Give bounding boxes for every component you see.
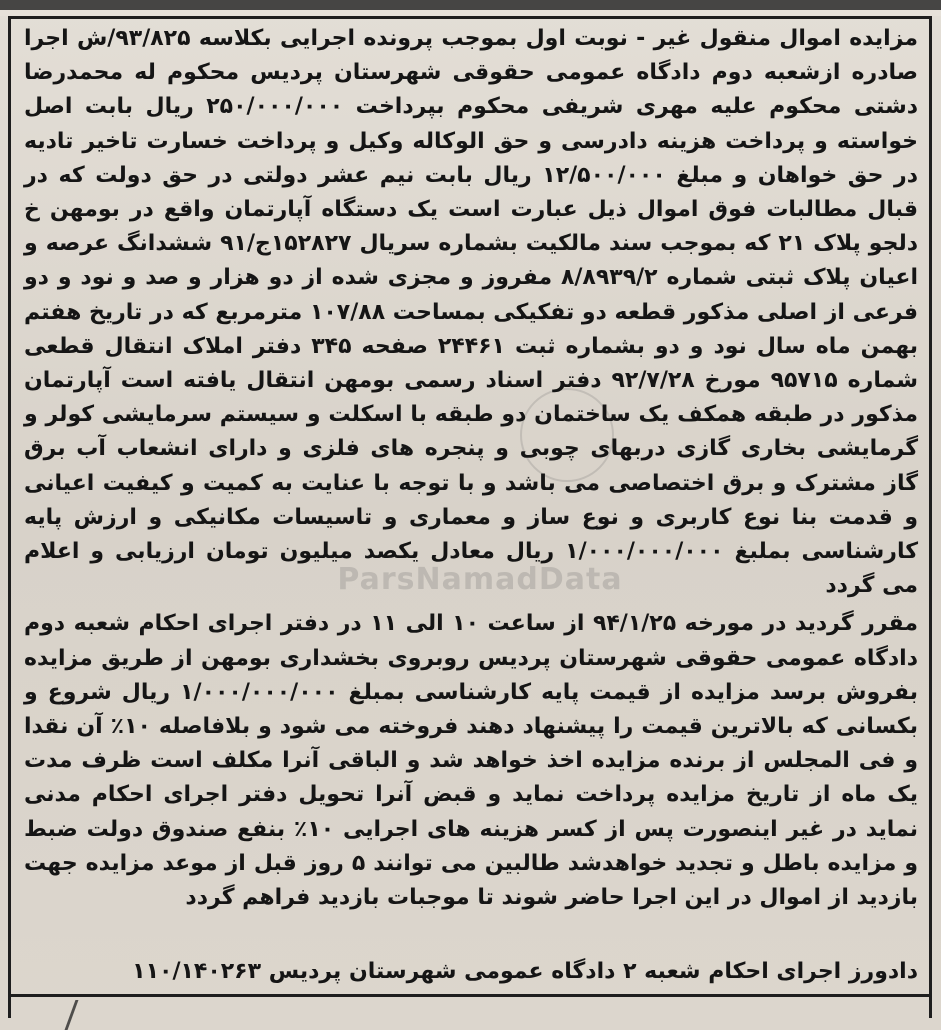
signature-text: دادورز اجرای احکام شعبه ۲ دادگاه عمومی شهرستان پردیس	[268, 959, 918, 984]
auction-notice-body	[24, 22, 918, 915]
ink-mark	[65, 1000, 119, 1030]
top-rule	[0, 0, 941, 10]
notice-signature	[24, 955, 918, 989]
notice-paragraph-1: مزایده اموال منقول غیر - نوبت اول بموجب پرونده اجرایی بکلاسه ۹۳/۸۲۵/ش اجرا صادره ازشعبه دوم دادگاه عمومی حقوقی شهرستان پردیس محکوم له محمدرضا دشتی محکوم علیه مهری شریفی محکوم بپرداخت ۲۵۰/۰۰۰/۰۰۰ ریال بابت اصل خواسته و پرداخت هزینه دادرسی و حق الوکاله وکیل و پرداخت خسارت تاخیر تادیه در حق خواهان و مبلغ ۱۲/۵۰۰/۰۰۰ ریال بابت نیم عشر دولتی در حق دولت که در قبال مطالبات فوق اموال ذیل عبارت است یک دستگاه آپارتمان واقع در بومهن خ دلجو پلاک ۲۱ که بموجب سند مالکیت بشماره سریال ۱۵۲۸۲۷ج/۹۱ ششدانگ عرصه و اعیان پلاک ثبتی شماره ۸/۸۹۳۹/۲ مفروز و مجزی شده از دو هزار و صد و نود و دو فرعی از اصلی مذکور قطعه دو تفکیکی بمساحت ۱۰۷/۸۸ مترمربع که در تاریخ هفتم بهمن ماه سال نود و دو بشماره ثبت ۲۴۴۶۱ صفحه ۳۴۵ دفتر املاک انتقال قطعی شماره ۹۵۷۱۵ مورخ ۹۲/۷/۲۸ دفتر اسناد رسمی بومهن انتقال یافته است آپارتمان مذکور در طبقه همکف یک ساختمان دو طبقه با اسکلت و سیستم سرمایشی کولر و گرمایشی بخاری گازی دربهای چوبی و پنجره های فلزی و دارای انشعاب آب برق گاز مشترک و برق اختصاصی می باشد و با توجه با عنایت به کمیت و کیفیت اعیانی و قدمت بنا نوع کاربری و نوع ساز و معماری و تاسیسات مکانیکی و ارزش پایه کارشناسی بملبغ ۱/۰۰۰/۰۰۰/۰۰۰ ریال معادل یکصد میلیون تومان ارزیابی و اعلام می گردد	[24, 26, 919, 599]
notice-paragraph-2: مقرر گردید در مورخه ۹۴/۱/۲۵ از ساعت ۱۰ الی ۱۱ در دفتر اجرای احکام شعبه دوم دادگاه عمومی حقوقی شهرستان پردیس روبروی بخشداری بومهن از طریق مزایده بفروش برسد مزایده از قیمت پایه کارشناسی بمبلغ ۱/۰۰۰/۰۰۰/۰۰۰ ریال شروع و بکسانی که بالاترین قیمت را پیشنهاد دهند فروخته می شود و بلافاصله ۱۰٪ آن نقدا و فی المجلس از برنده مزایده اخذ خواهد شد و الباقی آنرا مکلف است ظرف مدت یک ماه از تاریخ مزایده پرداخت نماید و قبض آنرا تحویل دفتر اجرای احکام مدنی نماید در غیر اینصورت پس از کسر هزینه های اجرایی ۱۰٪ بنفع صندوق دولت ضبط و مزایده باطل و تجدید خواهدشد طالبین می توانند ۵ روز قبل از موعد مزایده جهت بازدید از اموال در این اجرا حاضر شوند تا موجبات بازدید فراهم گردد	[24, 611, 918, 911]
watermark: ParsNamadData	[337, 562, 623, 597]
bottom-rule	[8, 994, 932, 997]
signature-code: ۱۱۰/۱۴۰۲۶۳	[132, 959, 262, 984]
